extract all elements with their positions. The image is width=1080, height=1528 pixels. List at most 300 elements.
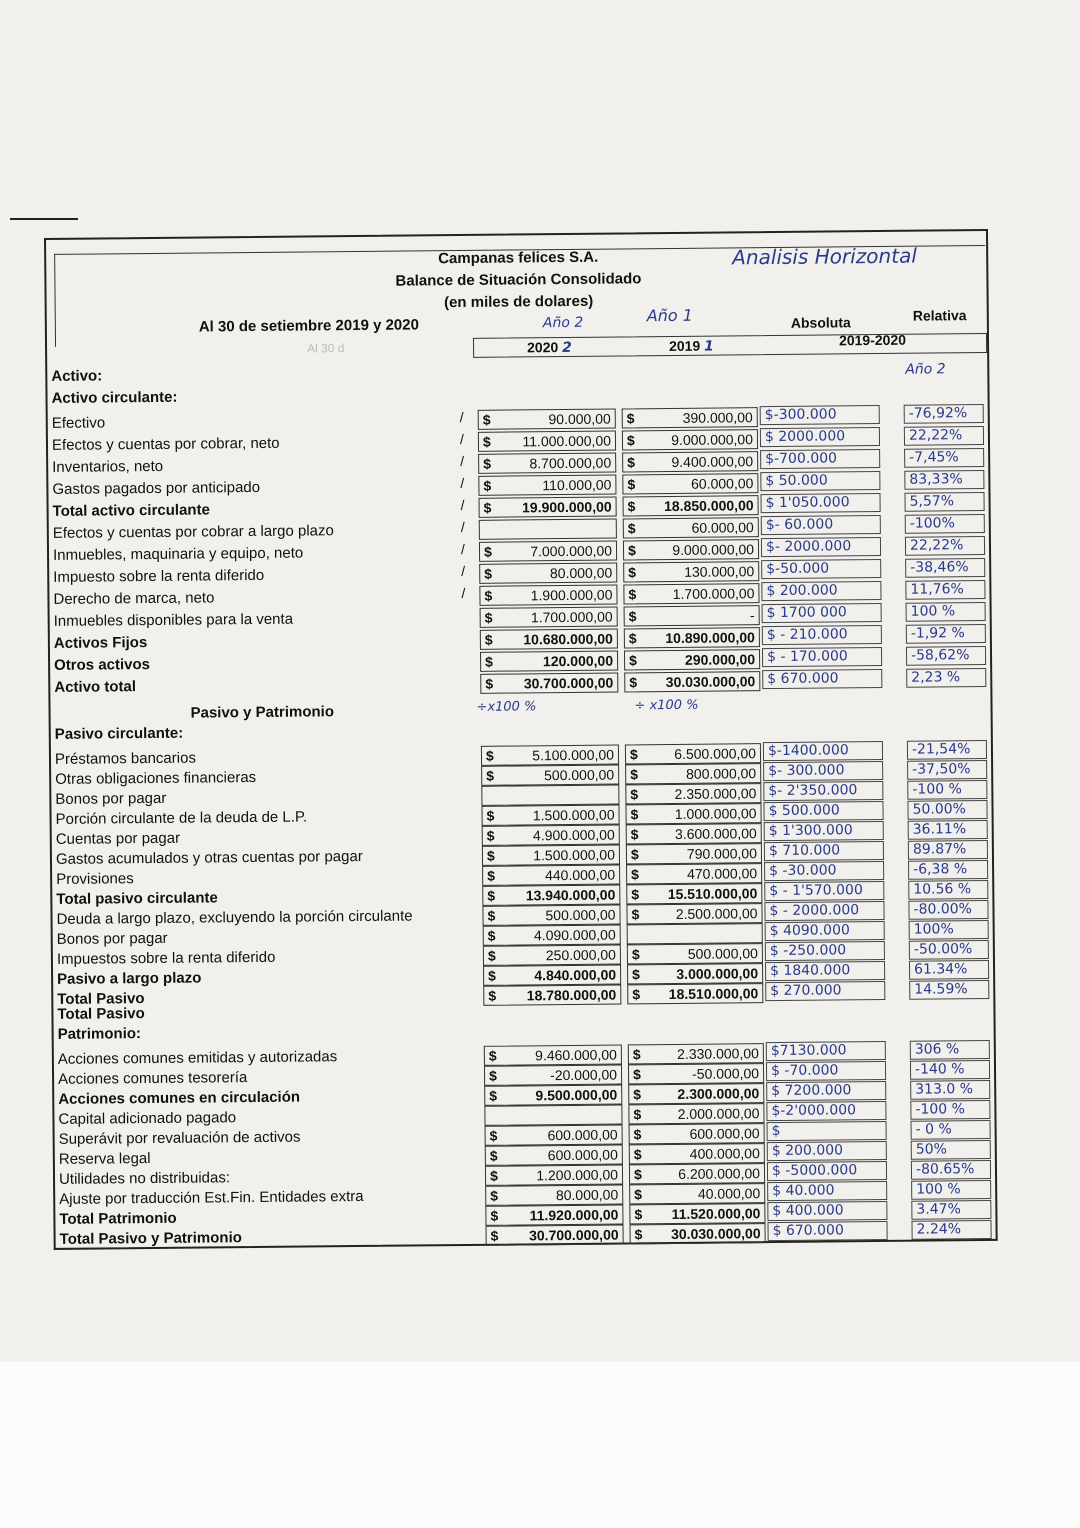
row-label: Total pasivo circulante <box>56 889 218 908</box>
variation-relative: -100 % <box>907 780 987 800</box>
cell-2020 <box>478 431 616 452</box>
currency-2020: $ <box>483 543 492 560</box>
row-label: Efectos y cuentas por cobrar a largo plazo <box>52 522 334 542</box>
currency-2020: $ <box>484 565 493 582</box>
amount-2020: 30.700.000,00 <box>523 674 614 692</box>
currency-2020: $ <box>485 747 494 764</box>
amount-2019: 390.000,00 <box>682 409 753 426</box>
variation-relative: 3.47% <box>911 1200 991 1220</box>
variation-absolute: $ <box>767 1121 887 1141</box>
variation-absolute: $ 200.000 <box>767 1141 887 1161</box>
amount-2019: 6.200.000,00 <box>678 1165 761 1182</box>
variation-relative: 89.87% <box>908 840 988 860</box>
amount-2019: 11.520.000,00 <box>671 1205 761 1223</box>
variation-relative: 50% <box>911 1140 991 1160</box>
variation-relative: -1,92 % <box>906 624 986 644</box>
column-header-box <box>473 333 987 358</box>
variation-relative: -21,54% <box>907 740 987 760</box>
currency-2020: $ <box>486 807 495 824</box>
cell-2020 <box>480 651 618 672</box>
currency-2019: $ <box>630 766 639 783</box>
variation-relative: -100% <box>905 514 985 534</box>
row-label: Total activo circulante <box>52 501 210 520</box>
section-total-pasivo: Total Pasivo <box>57 1005 145 1023</box>
variation-absolute: $ 200.000 <box>761 581 881 601</box>
amount-2020: 5.100.000,00 <box>532 746 615 764</box>
date-subtitle: Al 30 de setiembre 2019 y 2020 <box>198 316 420 336</box>
row-label: Acciones comunes en circulación <box>58 1088 301 1108</box>
row-label: Impuesto sobre la renta diferido <box>53 566 265 586</box>
amount-2019: 18.510.000,00 <box>668 985 759 1003</box>
cell-2020 <box>483 984 621 1005</box>
row-label: Reserva legal <box>58 1150 151 1168</box>
variation-absolute: $- 2000.000 <box>761 537 881 557</box>
col-absoluta: Absoluta <box>790 314 851 331</box>
amount-2019: 6.500.000,00 <box>674 745 757 762</box>
amount-2020: 440.000,00 <box>544 866 616 884</box>
cell-2019 <box>629 1223 765 1244</box>
currency-2019: $ <box>628 630 637 647</box>
amount-2019: 3.600.000,00 <box>674 825 757 842</box>
amount-2020: 80.000,00 <box>555 1186 619 1204</box>
amount-2020: 1.500.000,00 <box>532 806 615 824</box>
variation-absolute: $-1400.000 <box>763 741 883 761</box>
top-dash-mark <box>10 218 78 220</box>
col-2020: 2020 2 <box>526 339 572 357</box>
row-label: Bonos por pagar <box>55 789 167 808</box>
variation-relative: 5,57% <box>904 492 984 512</box>
variation-absolute: $ 2000.000 <box>760 427 880 447</box>
variation-absolute: $ -30.000 <box>764 861 884 881</box>
amount-2019: 10.890.000,00 <box>665 629 755 647</box>
row-label: Utilidades no distribuidas: <box>58 1169 231 1188</box>
currency-2020: $ <box>487 927 496 944</box>
amount-2020: 1.200.000,00 <box>536 1166 619 1184</box>
row-label: Efectivo <box>51 414 106 432</box>
currency-2020: $ <box>483 455 492 472</box>
variation-relative: -58,62% <box>906 646 986 666</box>
col-period: 2019-2020 <box>838 331 907 349</box>
currency-2019: $ <box>631 866 640 883</box>
row-label: Porción circulante de la deuda de L.P. <box>55 808 308 828</box>
variation-absolute: $ 670.000 <box>762 669 882 689</box>
amount-2019: 15.510.000,00 <box>667 885 758 903</box>
col-2019: 2019 1 <box>668 337 714 355</box>
amount-2019: 3.000.000,00 <box>676 965 759 982</box>
currency-2020: $ <box>484 609 493 626</box>
currency-2019: $ <box>629 674 638 691</box>
cell-2019 <box>622 451 758 472</box>
row-label: Deuda a largo plazo, excluyendo la porción circulante <box>56 907 413 928</box>
page-bottom-margin <box>0 1362 1080 1528</box>
variation-relative: -76,92% <box>904 404 984 424</box>
amount-2020: 13.940.000,00 <box>525 886 616 904</box>
amount-2020: 250.000,00 <box>545 946 616 964</box>
row-label: Préstamos bancarios <box>54 749 196 768</box>
cell-2020 <box>486 1224 624 1245</box>
amount-2019: - <box>749 607 755 624</box>
currency-2020: $ <box>484 631 493 648</box>
amount-2019: 130.000,00 <box>684 563 755 580</box>
cell-2020 <box>479 541 617 562</box>
currency-2020: $ <box>486 767 495 784</box>
currency-2020: $ <box>482 433 491 450</box>
variation-absolute: $ 7200.000 <box>766 1081 886 1101</box>
amount-2020: 1.500.000,00 <box>533 846 616 864</box>
units-subtitle: (en miles de dolares) <box>443 292 594 312</box>
variation-relative: 2,23 % <box>906 668 986 688</box>
cell-2020 <box>480 673 618 694</box>
variation-relative: -6,38 % <box>908 860 988 880</box>
currency-2019: $ <box>634 1186 643 1203</box>
row-label: Gastos pagados por anticipado <box>52 478 261 498</box>
cell-2020 <box>479 563 617 584</box>
amount-2019: 40.000,00 <box>697 1185 761 1202</box>
row-label: Otros activos <box>54 656 151 674</box>
variation-absolute: $ - 170.000 <box>762 647 882 667</box>
cell-2020 <box>479 519 617 540</box>
currency-2020: $ <box>483 477 492 494</box>
cell-2020 <box>479 585 617 606</box>
amount-2019: 400.000,00 <box>689 1145 760 1162</box>
variation-relative: 306 % <box>910 1040 990 1060</box>
variation-relative: -80.65% <box>911 1160 991 1180</box>
check-mark: / <box>459 430 464 448</box>
variation-relative: 36.11% <box>908 820 988 840</box>
variation-absolute: $ 270.000 <box>765 981 885 1001</box>
currency-2019: $ <box>632 986 641 1003</box>
row-label: Impuestos sobre la renta diferido <box>56 948 276 968</box>
variation-absolute: $-300.000 <box>760 405 880 425</box>
currency-2019: $ <box>631 946 640 963</box>
amount-2019: 60.000,00 <box>691 519 754 536</box>
amount-2019: 2.000.000,00 <box>677 1105 760 1122</box>
amount-2019: 9.000.000,00 <box>672 541 755 558</box>
row-label: Derecho de marca, neto <box>53 589 215 608</box>
currency-2019: $ <box>632 1046 641 1063</box>
variation-relative: 100 % <box>906 602 986 622</box>
cell-2019 <box>624 649 760 670</box>
currency-2020: $ <box>490 1227 499 1244</box>
variation-relative: -7,45% <box>904 448 984 468</box>
cell-2020 <box>480 607 618 628</box>
currency-2020: $ <box>490 1187 499 1204</box>
amount-2020: 18.780.000,00 <box>526 986 617 1004</box>
variation-relative: -37,50% <box>907 760 987 780</box>
amount-2020: 1.900.000,00 <box>530 586 613 604</box>
row-label: Inmuebles, maquinaria y equipo, neto <box>52 544 304 564</box>
variation-absolute: $-2'000.000 <box>766 1101 886 1121</box>
note-div100-2020: ÷x100 % <box>476 699 537 715</box>
currency-2019: $ <box>630 786 639 803</box>
check-mark: / <box>460 452 465 470</box>
row-label: Total Pasivo y Patrimonio <box>59 1229 242 1248</box>
variation-absolute: $7130.000 <box>766 1041 886 1061</box>
cell-2020 <box>478 475 616 496</box>
currency-2019: $ <box>627 542 636 559</box>
cell-2019 <box>623 517 759 538</box>
currency-2019: $ <box>633 1106 642 1123</box>
row-label: Pasivo a largo plazo <box>57 969 202 988</box>
cell-2019 <box>623 561 759 582</box>
amount-2020: 19.900.000,00 <box>522 498 612 516</box>
amount-2019: 500.000,00 <box>687 945 758 962</box>
currency-2020: $ <box>487 907 496 924</box>
variation-absolute: $ -250.000 <box>765 941 885 961</box>
amount-2020: 11.000.000,00 <box>522 432 612 450</box>
handwritten-ano2: Año 2 <box>542 314 584 332</box>
amount-2019: 18.850.000,00 <box>663 497 754 515</box>
currency-2020: $ <box>483 499 492 516</box>
balance-sheet <box>44 229 998 1250</box>
row-label: Efectos y cuentas por cobrar, neto <box>51 434 280 454</box>
amount-2019: 2.300.000,00 <box>677 1085 760 1102</box>
amount-2020: 9.500.000,00 <box>535 1086 618 1104</box>
amount-2020: 80.000,00 <box>549 564 613 582</box>
row-label: Inmuebles disponibles para la venta <box>53 610 294 630</box>
section-pasivo-circulante: Pasivo circulante: <box>54 724 184 743</box>
handwritten-ano2-right: Año 2 <box>905 361 946 378</box>
check-mark: / <box>460 496 465 514</box>
currency-2019: $ <box>634 1206 643 1223</box>
cell-2020 <box>479 497 617 518</box>
handwritten-ano1: Año 1 <box>646 305 694 326</box>
amount-2019: -50.000,00 <box>692 1065 760 1082</box>
currency-2020: $ <box>489 1127 498 1144</box>
variation-absolute: $ 500.000 <box>763 801 883 821</box>
cell-2020 <box>478 453 616 474</box>
variation-absolute: $ 4090.000 <box>765 921 885 941</box>
variation-absolute: $ 400.000 <box>767 1201 887 1221</box>
currency-2019: $ <box>632 966 640 983</box>
currency-2020: $ <box>488 1067 497 1084</box>
cell-2019 <box>624 671 760 692</box>
check-mark: / <box>460 540 465 558</box>
statement-title: Balance de Situación Consolidado <box>395 270 642 290</box>
row-label: Cuentas por pagar <box>55 829 181 848</box>
amount-2019: 800.000,00 <box>686 765 757 782</box>
currency-2020: $ <box>484 587 493 604</box>
currency-2019: $ <box>629 652 637 669</box>
amount-2019: 2.330.000,00 <box>677 1045 759 1062</box>
variation-absolute: $ 1840.000 <box>765 961 885 981</box>
currency-2020: $ <box>486 827 495 844</box>
cell-2020 <box>480 629 618 650</box>
amount-2020: 1.700.000,00 <box>530 608 613 626</box>
amount-2019: 470.000,00 <box>686 865 758 882</box>
amount-2019: 30.030.000,00 <box>665 673 756 691</box>
currency-2020: $ <box>489 1167 498 1184</box>
cell-2019 <box>623 583 759 604</box>
currency-2020: $ <box>482 411 491 428</box>
section-activo-circulante: Activo circulante: <box>51 388 178 407</box>
currency-2020: $ <box>489 1147 498 1164</box>
currency-2019: $ <box>626 432 635 449</box>
handwritten-analysis-title: Analisis Horizontal <box>732 243 917 270</box>
amount-2019: 60.000,00 <box>691 475 754 492</box>
amount-2020: 10.680.000,00 <box>523 630 613 648</box>
variation-relative: 313.0 % <box>910 1080 990 1100</box>
variation-absolute: $ 1'300.000 <box>764 821 884 841</box>
variation-relative: 14.59% <box>909 980 989 1000</box>
variation-absolute: $-50.000 <box>761 559 881 579</box>
variation-relative: -80.00% <box>908 900 988 920</box>
variation-absolute: $ 50.000 <box>760 471 880 491</box>
currency-2019: $ <box>634 1226 643 1243</box>
currency-2019: $ <box>633 1126 642 1143</box>
currency-2020: $ <box>488 1047 497 1064</box>
note-div100-2019: ÷ x100 % <box>634 697 699 714</box>
variation-relative: 100 % <box>911 1180 991 1200</box>
cell-2020 <box>478 409 616 430</box>
variation-absolute: $ -5000.000 <box>767 1161 887 1181</box>
check-mark: / <box>461 562 466 580</box>
amount-2020: 600.000,00 <box>547 1126 618 1144</box>
amount-2019: 2.500.000,00 <box>675 905 758 922</box>
currency-2019: $ <box>632 1066 641 1083</box>
currency-2019: $ <box>629 746 638 763</box>
currency-2020: $ <box>487 867 496 884</box>
variation-relative: 10.56 % <box>908 880 988 900</box>
currency-2019: $ <box>633 1166 642 1183</box>
faded-text: Al 30 d <box>307 341 345 356</box>
section-pasivo-patrimonio: Pasivo y Patrimonio <box>190 703 335 722</box>
amount-2020: 11.920.000,00 <box>529 1206 619 1224</box>
variation-absolute: $ 40.000 <box>767 1181 887 1201</box>
currency-2019: $ <box>628 586 637 603</box>
amount-2020: 90.000,00 <box>548 410 611 428</box>
variation-absolute: $ 1'050.000 <box>760 493 880 513</box>
amount-2020: 500.000,00 <box>544 766 615 784</box>
currency-2019: $ <box>626 410 635 427</box>
cell-2019 <box>622 407 758 428</box>
check-mark: / <box>461 584 466 602</box>
amount-2020: 9.460.000,00 <box>535 1046 617 1064</box>
company-name: Campanas felices S.A. <box>438 248 599 268</box>
currency-2020: $ <box>488 987 497 1004</box>
amount-2019: 1.700.000,00 <box>672 585 755 602</box>
cell-2019 <box>624 627 760 648</box>
row-label: Total Pasivo <box>57 990 145 1008</box>
row-label: Superávit por revaluación de activos <box>58 1128 301 1148</box>
variation-relative: 50.00% <box>907 800 987 820</box>
variation-absolute: $- 300.000 <box>763 761 883 781</box>
cell-2019 <box>624 605 760 626</box>
currency-2020: $ <box>486 847 495 864</box>
cell-2019 <box>622 473 758 494</box>
variation-relative: -50.00% <box>909 940 989 960</box>
row-label: Total Patrimonio <box>59 1209 177 1228</box>
variation-absolute: $- 60.000 <box>761 515 881 535</box>
check-mark: / <box>460 518 465 536</box>
amount-2019: 790.000,00 <box>686 845 758 862</box>
amount-2019: 290.000,00 <box>684 651 756 668</box>
currency-2019: $ <box>631 906 640 923</box>
amount-2020: 30.700.000,00 <box>528 1226 619 1244</box>
check-mark: / <box>460 474 465 492</box>
variation-absolute: $ -70.000 <box>766 1061 886 1081</box>
variation-absolute: $ - 2000.000 <box>764 901 884 921</box>
currency-2019: $ <box>627 454 636 471</box>
variation-absolute: $-700.000 <box>760 449 880 469</box>
section-activo: Activo: <box>51 367 103 385</box>
currency-2020: $ <box>489 1087 498 1104</box>
currency-2019: $ <box>627 498 636 515</box>
amount-2020: 8.700.000,00 <box>529 454 612 472</box>
amount-2020: -20.000,00 <box>550 1066 618 1084</box>
amount-2020: 7.000.000,00 <box>530 542 613 560</box>
amount-2019: 9.000.000,00 <box>671 431 754 448</box>
variation-relative: - 0 % <box>911 1120 991 1140</box>
row-label: Activos Fijos <box>53 634 148 652</box>
currency-2019: $ <box>627 520 636 537</box>
variation-absolute: $ - 210.000 <box>762 625 882 645</box>
row-label: Acciones comunes emitidas y autorizadas <box>57 1048 338 1068</box>
row-label: Bonos por pagar <box>56 929 168 948</box>
currency-2020: $ <box>488 967 496 984</box>
variation-absolute: $ 670.000 <box>767 1221 887 1241</box>
currency-2019: $ <box>628 564 637 581</box>
currency-2020: $ <box>487 887 496 904</box>
amount-2019: 2.350.000,00 <box>674 785 757 802</box>
currency-2019: $ <box>628 608 637 625</box>
cell-2019 <box>623 495 759 516</box>
variation-absolute: $ - 1'570.000 <box>764 881 884 901</box>
amount-2019: 30.030.000,00 <box>670 1225 761 1243</box>
currency-2019: $ <box>630 826 639 843</box>
variation-relative: -38,46% <box>905 558 985 578</box>
row-label: Capital adicionado pagado <box>58 1109 237 1128</box>
amount-2020: 600.000,00 <box>547 1146 618 1164</box>
variation-relative: 61.34% <box>909 960 989 980</box>
variation-relative: 22,22% <box>905 536 985 556</box>
amount-2019: 9.400.000,00 <box>671 453 754 470</box>
row-label: Gastos acumulados y otras cuentas por pagar <box>55 847 363 868</box>
check-mark: / <box>459 408 464 426</box>
variation-relative: 100% <box>909 920 989 940</box>
variation-relative: 83,33% <box>904 470 984 490</box>
row-label: Otras obligaciones financieras <box>55 768 257 788</box>
col-relativa: Relativa <box>912 307 967 324</box>
variation-relative: -140 % <box>910 1060 990 1080</box>
currency-2020: $ <box>485 675 494 692</box>
currency-2019: $ <box>633 1146 642 1163</box>
amount-2020: 4.090.000,00 <box>533 926 616 944</box>
amount-2019: 1.000.000,00 <box>674 805 757 822</box>
variation-relative: 11,76% <box>905 580 985 600</box>
variation-relative: 22,22% <box>904 426 984 446</box>
currency-2019: $ <box>630 846 639 863</box>
row-label: Inventarios, neto <box>52 457 164 476</box>
variation-relative: -100 % <box>910 1100 990 1120</box>
cell-2019 <box>627 983 763 1004</box>
cell-2019 <box>623 539 759 560</box>
row-label: Activo total <box>54 678 137 696</box>
amount-2020: 110.000,00 <box>542 476 612 494</box>
currency-2019: $ <box>627 476 636 493</box>
amount-2020: 500.000,00 <box>545 906 616 924</box>
currency-2020: $ <box>485 653 493 670</box>
amount-2020: 4.900.000,00 <box>532 826 615 844</box>
currency-2020: $ <box>490 1207 499 1224</box>
currency-2019: $ <box>631 886 640 903</box>
variation-absolute: $ 710.000 <box>764 841 884 861</box>
amount-2019: 600.000,00 <box>689 1125 760 1142</box>
variation-absolute: $ 1700 000 <box>762 603 882 623</box>
section-patrimonio: Patrimonio: <box>57 1025 142 1043</box>
variation-absolute: $- 2'350.000 <box>763 781 883 801</box>
cell-2019 <box>622 429 758 450</box>
